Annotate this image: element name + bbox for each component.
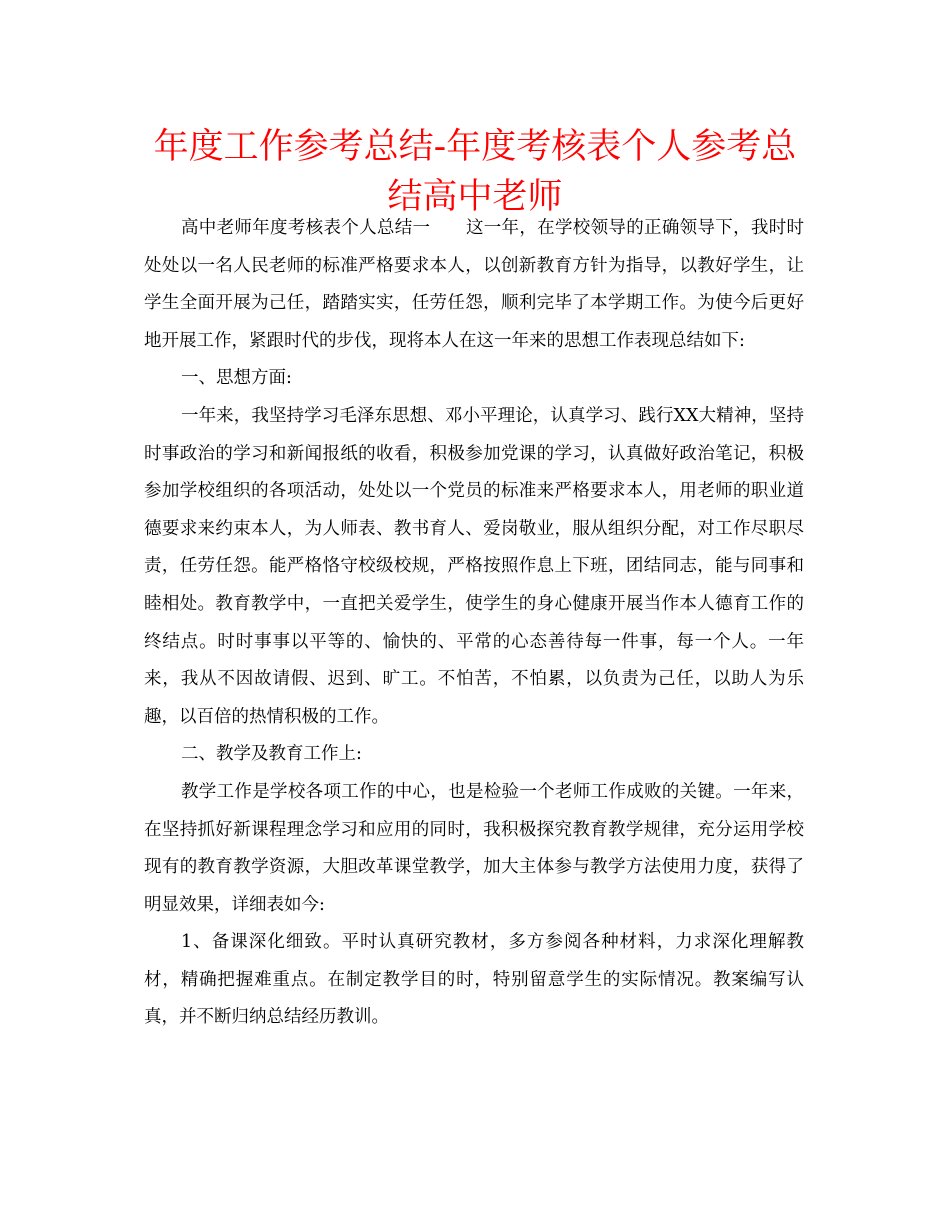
intro-paragraph: 高中老师年度考核表个人总结一 这一年，在学校领导的正确领导下，我时时处处以一名人民老师的标准严格要求本人，以创新教育方针为指导，以教好学生，让学生全面开展为己任，踏踏实实，任劳任怨，顺利完毕了本学期工作。为使今后更好地开展工作，紧跟时代的步伐，现将本人在这一年来的思想工作表现总结如下: — [144, 218, 804, 351]
lesson-prep-paragraph: 1、备课深化细致。平时认真研究教材，多方参阅各种材料，力求深化理解教材，精确把握难重点。在制定教学目的时，特别留意学生的实际情况。教案编写认真，并不断归纳总结经历教训。 — [144, 932, 804, 1028]
thought-paragraph: 一年来，我坚持学习毛泽东思想、邓小平理论，认真学习、践行XX大精神，坚持时事政治的学习和新闻报纸的收看，积极参加党课的学习，认真做好政治笔记，积极参加学校组织的各项活动，处处以一个党员的标准来严格要求本人，用老师的职业道德要求来约束本人，为人师表、教书育人、爱岗敬业，服从组织分配，对工作尽职尽责，任劳任怨。能严格恪守校级校规，严格按照作息上下班，团结同志，能与同事和睦相处。教育教学中，一直把关爱学生，使学生的身心健康开展当作本人德育工作的终结点。时时事事以平等的、愉快的、平常的心态善待每一件事，每一个人。一年来，我从不因故请假、迟到、旷工。不怕苦，不怕累，以负责为己任，以助人为乐趣，以百倍的热情积极的工作。 — [144, 405, 804, 727]
section-heading-thought: 一、思想方面: — [181, 368, 292, 389]
teaching-paragraph: 教学工作是学校各项工作的中心，也是检验一个老师工作成败的关键。一年来，在坚持抓好新课程理念学习和应用的同时，我积极探究教育教学规律，充分运用学校现有的教育教学资源，大胆改革课堂教学，加大主体参与教学方法使用力度，获得了明显效果，详细表如今: — [144, 781, 804, 915]
document-body — [144, 210, 804, 1037]
document-title: 年度工作参考总结-年度考核表个人参考总结高中老师 — [153, 127, 797, 217]
section-heading-teaching: 二、教学及教育工作上: — [181, 744, 362, 765]
